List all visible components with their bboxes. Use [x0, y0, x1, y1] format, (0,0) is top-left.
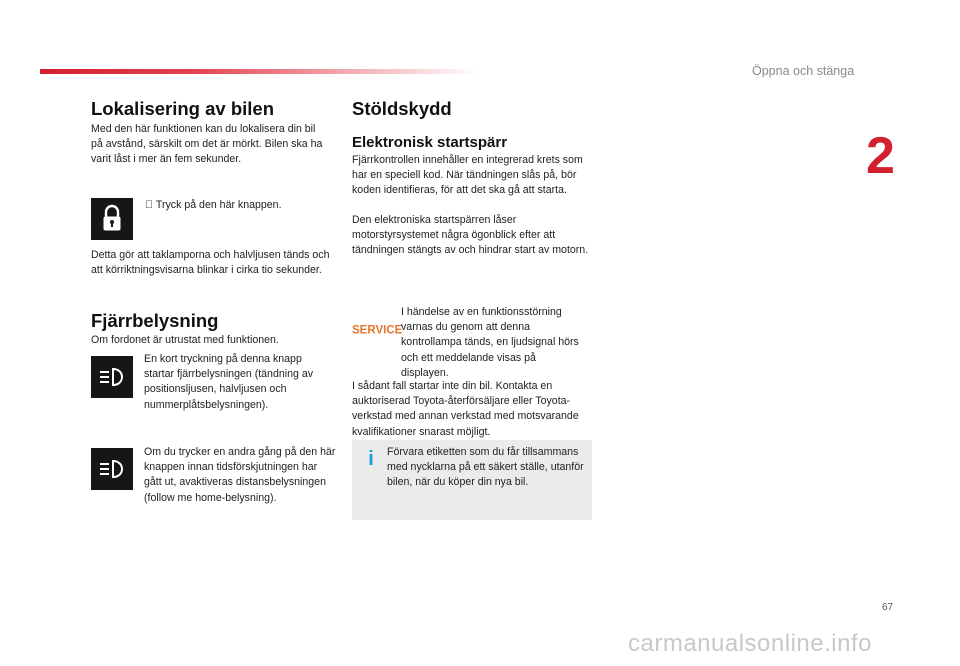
- service-label: SERVICE: [352, 324, 403, 337]
- section-title: Öppna och stänga: [752, 64, 855, 78]
- locate-instruction: Tryck på den här knappen.: [145, 199, 271, 211]
- immobiliser-subtitle: Elektronisk startspärr: [352, 134, 508, 151]
- remote-lighting-step1: En kort tryckning på denna knapp startar fjärrbelysningen (tändning av positionsljusen, halvljusen och nummerplåtsbelysningen).: [144, 353, 314, 411]
- service-warning-text: I händelse av en funktionsstörning varnas du genom att denna kontrollampa tänds, en ljudsignal hörs och ett meddelande visas på displayen.: [401, 306, 579, 379]
- headlamp-button-icon: [91, 356, 133, 398]
- page-number: 67: [882, 602, 894, 613]
- remote-lighting-step2: Om du trycker en andra gång på den här knappen innan tidsförskjutningen har gått ut, avaktiveras distansbelysningen (follow me home-belysning).: [144, 446, 336, 504]
- header-accent-bar: [40, 69, 480, 74]
- immobiliser-para1: Fjärrkontrollen innehåller en integrerad krets som har en speciell kod. När tändningen slås på, bör koden identifieras, för att det ska gå att starta.: [352, 154, 583, 197]
- locate-title: Lokalisering av bilen: [91, 98, 275, 119]
- info-icon: [366, 448, 376, 468]
- info-note-text: Förvara etiketten som du får tillsammans med nycklarna på ett säkert ställe, utanför bilen, när du köper din nya bil.: [387, 446, 584, 489]
- info-note-box: [352, 440, 592, 520]
- locate-result: Detta gör att taklamporna och halvljusen tänds och att körriktningsvisarna blinkar i cirka tio sekunder.: [91, 249, 330, 277]
- info-icon-glyph: i: [368, 448, 374, 470]
- service-advice: I sådant fall startar inte din bil. Kontakta en auktoriserad Toyota-återförsäljare eller Toyota-verkstad med annan verkstad med motsvarande kvalifikationer snarast möjligt.: [352, 380, 579, 438]
- anti-theft-title: Stöldskydd: [352, 98, 452, 119]
- chapter-number: 2: [866, 127, 895, 185]
- service-warning-icon: [352, 322, 403, 337]
- remote-lighting-intro: Om fordonet är utrustat med funktionen.: [91, 334, 279, 346]
- lock-button-icon: [91, 198, 133, 240]
- remote-lighting-title: Fjärrbelysning: [91, 310, 219, 331]
- locate-intro: Med den här funktionen kan du lokalisera din bil på avstånd, särskilt om det är mörkt. Bilen ska ha varit låst i mer än fem sekunder.: [91, 123, 323, 166]
- headlamp-button-icon-2: [91, 448, 133, 490]
- immobiliser-para2: Den elektroniska startspärren låser motorstyrsystemet några ögonblick efter att tändningen stängts av och hindrar start av motorn.: [352, 214, 589, 257]
- watermark: carmanualsonline.info: [628, 630, 872, 657]
